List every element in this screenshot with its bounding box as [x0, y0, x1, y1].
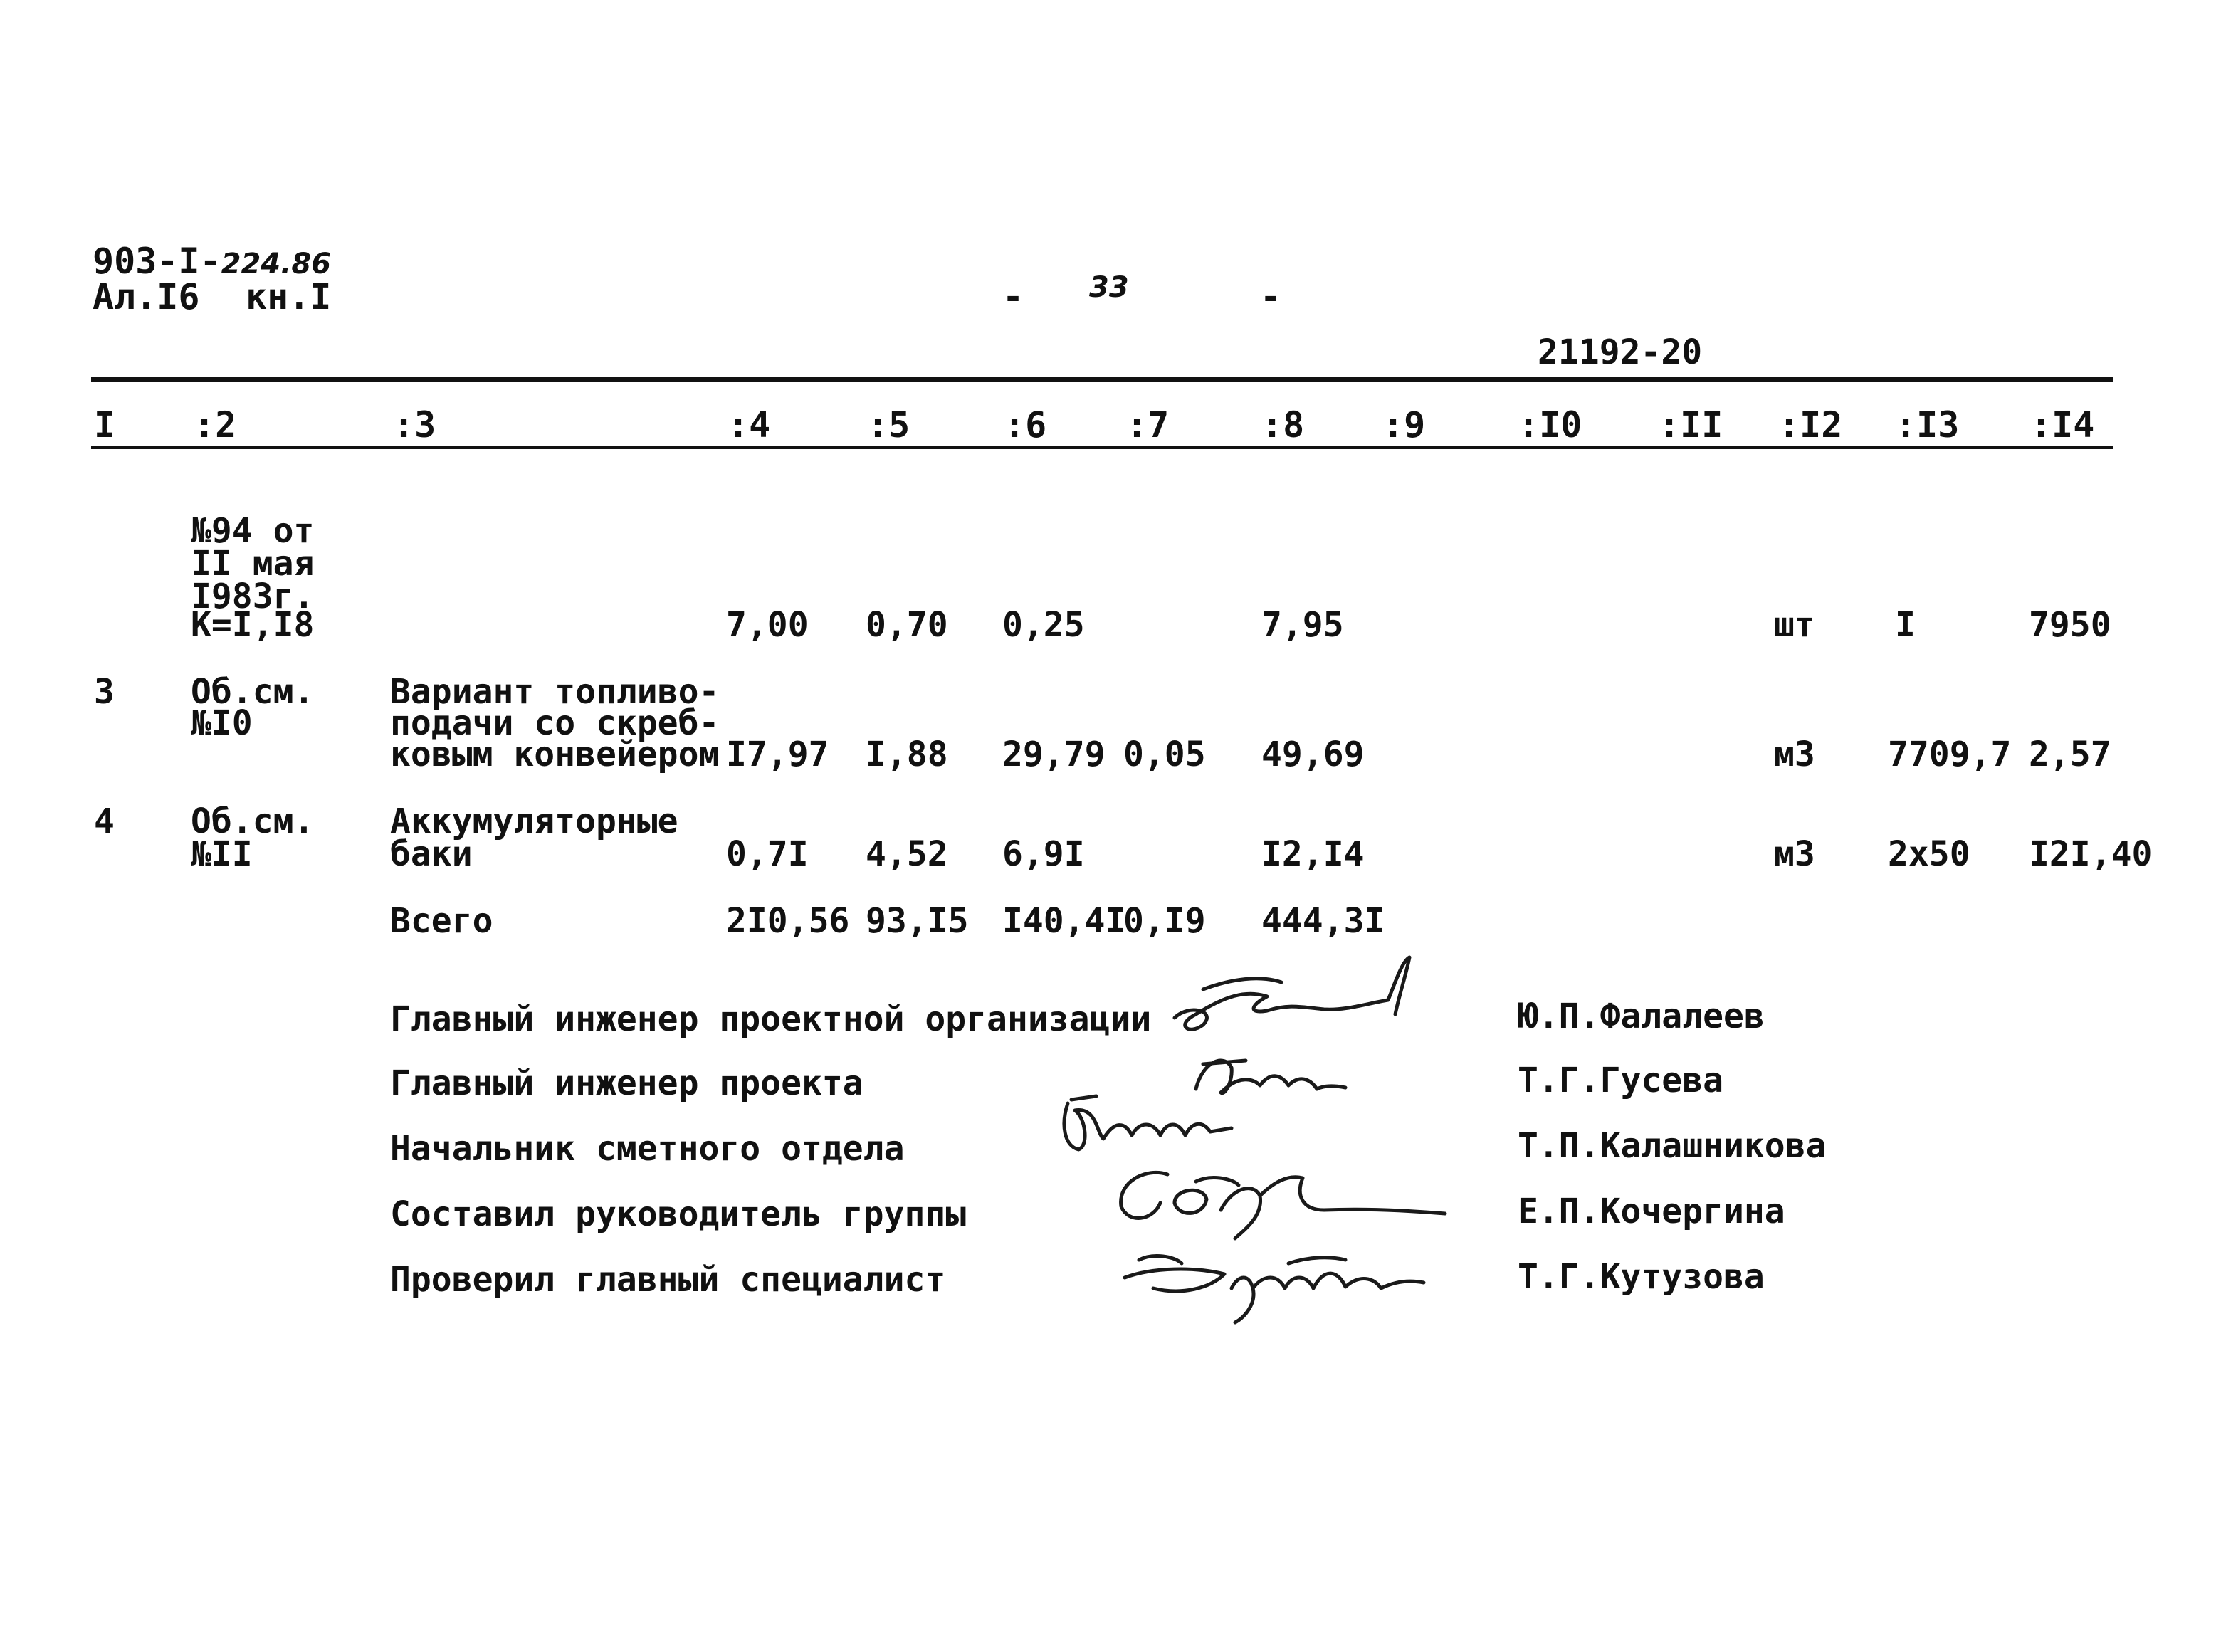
- book-number: кн.I: [246, 276, 332, 317]
- row1-ref-line3: I983г.: [191, 577, 315, 616]
- header-bottom-rule: [91, 446, 2113, 449]
- row4-ref-line1: Об.см.: [191, 801, 315, 841]
- row4-number: 4: [94, 801, 115, 841]
- row1-col4: 7,00: [726, 605, 809, 645]
- signature-scribble-4: [1089, 1153, 1459, 1246]
- row3-col6: 29,79: [1002, 735, 1106, 774]
- row4-col8: I2,I4: [1261, 834, 1365, 874]
- signature-name-1: Ю.П.Фалалеев: [1518, 996, 1765, 1036]
- top-rule: [91, 377, 2113, 382]
- column-header-1: I: [94, 404, 116, 446]
- row1-unit: шт: [1774, 605, 1815, 645]
- column-header-9: :9: [1382, 404, 1426, 446]
- signature-role-4: Составил руководитель группы: [390, 1194, 967, 1234]
- signature-name-2: Т.Г.Гусева: [1518, 1061, 1723, 1100]
- row3-col14: 2,57: [2029, 735, 2111, 774]
- row4-desc-line1: Аккумуляторные: [390, 801, 678, 841]
- row1-col14: 7950: [2029, 605, 2111, 645]
- column-header-5: :5: [867, 404, 910, 446]
- row3-col5: I,88: [866, 735, 948, 774]
- row4-col14: I2I,40: [2029, 834, 2153, 874]
- row3-unit: м3: [1774, 735, 1815, 774]
- column-header-8: :8: [1261, 404, 1305, 446]
- column-header-4: :4: [728, 404, 771, 446]
- total-col8: 444,3I: [1261, 901, 1385, 941]
- row1-ref-line1: №94 от: [191, 511, 315, 551]
- row3-ref-line1: Об.см.: [191, 672, 315, 712]
- page-number: 33: [1089, 271, 1129, 304]
- column-header-10: :I0: [1518, 404, 1582, 446]
- column-header-11: :II: [1659, 404, 1723, 446]
- signature-role-2: Главный инженер проекта: [390, 1063, 863, 1103]
- row4-quantity: 2х50: [1888, 834, 1970, 874]
- page-dash-right: -: [1260, 276, 1282, 317]
- row3-desc-line2: подачи со скреб-: [390, 703, 720, 743]
- total-label: Всего: [390, 901, 493, 941]
- column-header-12: :I2: [1778, 404, 1843, 446]
- row4-col5: 4,52: [866, 834, 948, 874]
- total-col5: 93,I5: [866, 901, 969, 941]
- row3-quantity: 7709,7: [1888, 735, 2012, 774]
- column-header-14: :I4: [2030, 404, 2095, 446]
- row3-desc-line3: ковым конвейером: [390, 735, 720, 774]
- row1-ref-line2: II мая: [191, 544, 315, 584]
- row4-desc-line2: баки: [390, 834, 473, 874]
- row3-col4: I7,97: [726, 735, 829, 774]
- column-header-7: :7: [1126, 404, 1170, 446]
- signature-name-5: Т.Г.Кутузова: [1518, 1257, 1765, 1297]
- inventory-number: 21192-20: [1538, 332, 1703, 372]
- document-code-handwritten: 224.86: [221, 248, 331, 280]
- signature-name-3: Т.П.Калашникова: [1518, 1126, 1827, 1166]
- row1-quantity: I: [1895, 605, 1916, 645]
- row1-col5: 0,70: [866, 605, 948, 645]
- column-header-3: :3: [393, 404, 436, 446]
- page-dash-left: -: [1002, 276, 1024, 317]
- row1-col8: 7,95: [1261, 605, 1344, 645]
- album-number: Ал.I6: [93, 276, 200, 317]
- document-code-prefix: 903-I-: [93, 241, 221, 282]
- row3-col8: 49,69: [1261, 735, 1365, 774]
- row3-col7: 0,05: [1123, 735, 1206, 774]
- row1-ref-line4: К=I,I8: [191, 605, 315, 645]
- row4-col6: 6,9I: [1002, 834, 1085, 874]
- row3-ref-line2: №I0: [191, 703, 253, 743]
- total-col6: I40,4I: [1002, 901, 1126, 941]
- column-header-13: :I3: [1895, 404, 1960, 446]
- signature-role-3: Начальник сметного отдела: [390, 1129, 905, 1169]
- row3-number: 3: [94, 672, 115, 712]
- row3-desc-line1: Вариант топливо-: [390, 672, 720, 712]
- row4-ref-line2: №II: [191, 834, 253, 874]
- total-col4: 2I0,56: [726, 901, 850, 941]
- total-col7: 0,I9: [1123, 901, 1206, 941]
- signature-scribble-1: [1160, 947, 1431, 1046]
- column-header-6: :6: [1004, 404, 1047, 446]
- row1-col6: 0,25: [1002, 605, 1085, 645]
- row4-col4: 0,7I: [726, 834, 809, 874]
- column-header-2: :2: [194, 404, 237, 446]
- signature-scribble-5: [1110, 1238, 1438, 1331]
- row4-unit: м3: [1774, 834, 1815, 874]
- signature-name-4: Е.П.Кочергина: [1518, 1191, 1785, 1231]
- signature-role-5: Проверил главный специалист: [390, 1260, 946, 1300]
- signature-role-1: Главный инженер проектной организации: [390, 999, 1152, 1039]
